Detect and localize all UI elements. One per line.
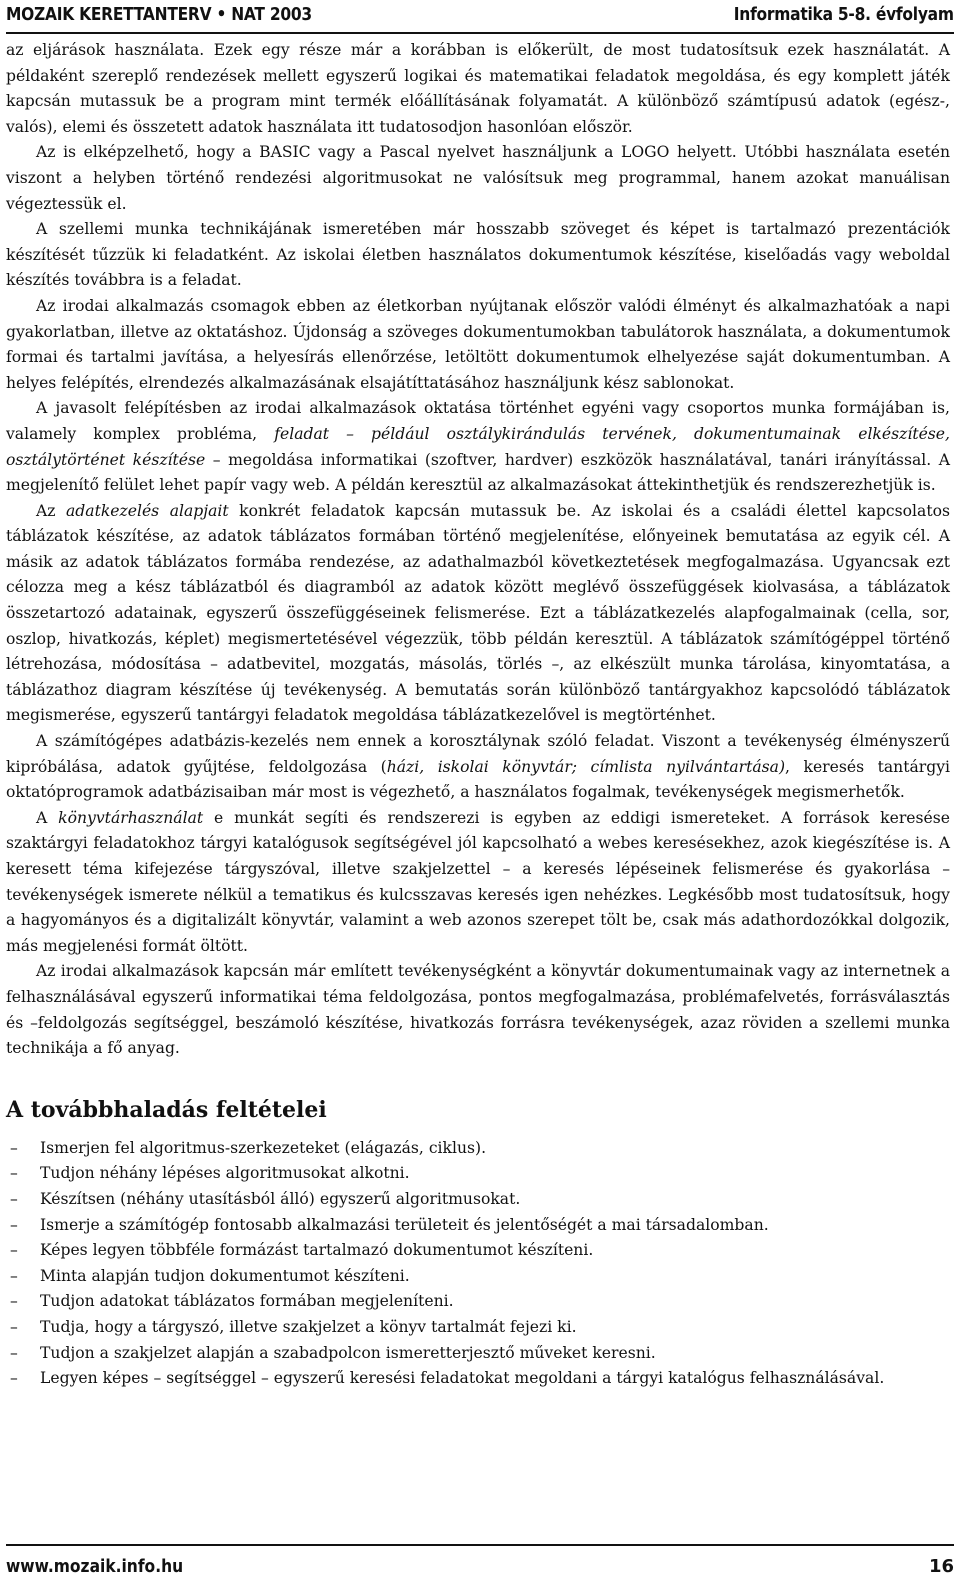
emphasized-text: adatkezelés alapjait [66,501,229,520]
list-item [6,1264,950,1290]
list-item-text: Képes legyen többféle formázást tartalmazó dokumentumot készíteni. [40,1241,594,1260]
page-content [6,38,950,1392]
body-text [6,38,950,1062]
list-item [6,1366,950,1392]
text-run: Az [36,501,66,520]
page-header [6,0,954,34]
list-item-text: Tudjon néhány lépéses algoritmusokat alkotni. [40,1164,410,1183]
dash-bullet: – [10,1215,18,1234]
dash-bullet: – [10,1292,18,1311]
page-number: 16 [928,1556,954,1577]
paragraph [6,959,950,1061]
list-item [6,1136,950,1162]
text-run: A [36,808,59,827]
list-item [6,1341,950,1367]
dash-bullet: – [10,1189,18,1208]
dash-bullet: – [10,1369,18,1388]
paragraph [6,38,950,140]
emphasized-text: könyvtárhasználat [58,808,204,827]
page-footer [6,1544,954,1586]
list-item-text: Tudja, hogy a tárgyszó, illetve szakjelzet a könyv tartalmát fejezi ki. [40,1317,577,1336]
header-subject-title: Informatika 5-8. évfolyam [734,4,954,25]
list-item [6,1289,950,1315]
text-run: az eljárások használata. Ezek egy része már a korábban is előkerült, de most tudatosítsuk ezek használatát. A példaként szereplő rendezések mellett egyszerű logikai és matematikai feladatok megoldása, és egy komplett játék kapcsán mutassuk be a program mint termék előállításának folyamatát. A különböző számtípusú adatok (egész-, valós), elemi és összetett adatok használata itt tudatosodjon hasonlóan először. [6,41,950,136]
list-item-text: Készítsen (néhány utasításból álló) egyszerű algoritmusokat. [40,1189,521,1208]
text-run: konkrét feladatok kapcsán mutassuk be. Az iskolai és a családi élettel kapcsolatos táblázatok készítése, az adatok táblázatos formában történő megjelenítése, előnyeinek bemutatása az egyik cél. A másik az adatok táblázatos formába rendezése, az adathalmazból következtetések megfogalmazása. Ugyancsak ezt célozza meg a kész táblázatból és diagramból az adatok között meglévő összefüggések kiolvasása, a táblázatok összetartozó adatainak, egyszerű összefüggéseinek felismerése. Ezt a táblázatkezelés alapfogalmainak (cella, sor, oszlop, hivatkozás, képlet) megismertetésével végezzük, több példán keresztül. A táblázatok számítógéppel történő létrehozása, módosítása – adatbevitel, mozgatás, másolás, törlés –, az elkészült munka tárolása, kinyomtatása, a táblázathoz diagram készítése új tevékenység. A bemutatás során különböző tantárgyakhoz kapcsolódó táblázatok megismerése, egyszerű tantárgyi feladatok megoldása táblázatkezelővel is megtörténhet. [6,501,951,725]
list-item [6,1187,950,1213]
paragraph [6,396,950,498]
dash-bullet: – [10,1343,18,1362]
paragraph [6,729,950,806]
text-run: e munkát segíti és rendszerezi is egyben az eddigi ismereteket. A források keresése szaktárgyi feladatokhoz tárgyi katalógusok segítségével jól kapcsolható a webes keresésekhez, azok kiegészítése is. A keresett téma kifejezése tárgyszóval, illetve szakjelzettel – a keresés lépéseinek felismerése és gyakorlása – tevékenységek ismerete nélkül a tematikus és kulcsszavas keresés igen nehézkes. Legkésőbb most tudatosítsuk, hogy a hagyományos és a digitalizált könyvtár, valamint a web azonos szerepet tölt be, csak más adathordozókkal dolgozik, más megjelenési formát öltött. [6,808,951,955]
dash-bullet: – [10,1266,18,1285]
list-item-text: Tudjon adatokat táblázatos formában megjeleníteni. [40,1292,454,1311]
requirements-list [6,1136,950,1392]
list-item-text: Ismerje a számítógép fontosabb alkalmazási területeit és jelentőségét a mai társadalomban. [40,1215,769,1234]
paragraph [6,294,950,396]
dash-bullet: – [10,1138,18,1157]
list-item [6,1161,950,1187]
dash-bullet: – [10,1317,18,1336]
list-item [6,1213,950,1239]
paragraph [6,499,950,729]
list-item-text: Tudjon a szakjelzet alapján a szabadpolcon ismeretterjesztő műveket keresni. [40,1343,656,1362]
text-run: A számítógépes adatbázis-kezelés nem ennek a korosztálynak szóló feladat. Viszont a tevékenység élményszerű kipróbálása, adatok gyűjtése, feldolgozása ( [6,732,950,776]
emphasized-text: feladat – például osztálykirándulás tervének, dokumentumainak elkészítése, osztálytörténet készítése [6,424,950,469]
dash-bullet: – [10,1164,18,1183]
dash-bullet: – [10,1241,18,1260]
list-item-text: Legyen képes – segítséggel – egyszerű keresési feladatokat megoldani a tárgyi katalógus felhasználásával. [40,1369,885,1388]
text-run: Az irodai alkalmazások kapcsán már említett tevékenységként a könyvtár dokumentumainak vagy az internetnek a felhasználásával egyszerű informatikai téma feldolgozása, pontos megfogalmazása, problémafelvetés, forrásválasztás és –feldolgozás segítséggel, beszámoló készítése, hivatkozás forrásra tevékenységek, azaz röviden a szellemi munka technikája a fő anyag. [6,962,950,1058]
emphasized-text: házi, iskolai könyvtár; címlista nyilvántartása) [386,757,786,776]
text-run: , keresés tantárgyi oktatóprogramok adatbázisaiban már most is végezhető, a használatos fogalmak, tevékenységek megismerhetők. [6,757,950,802]
paragraph [6,217,950,294]
paragraph [6,806,950,960]
list-item [6,1238,950,1264]
list-item [6,1315,950,1341]
section-heading: A továbbhaladás feltételei [6,1096,327,1123]
text-run: – megoldása informatikai (szoftver, hardver) eszközök használatával, tanári irányítással. A megjelenítő felület lehet papír vagy web. A példán keresztül az alkalmazásokat áttekinthetjük és rendszerezhetjük is. [6,450,950,495]
text-run: Az irodai alkalmazás csomagok ebben az életkorban nyújtanak először valódi élményt és alkalmazhatóak a napi gyakorlatban, illetve az oktatáshoz. Újdonság a szöveges dokumentumokban tabulátorok használata, a dokumentumok formai és tartalmi javítása, a helyesírás ellenőrzése, letöltött dokumentumok elhelyezése saját dokumentumban. A helyes felépítés, elrendezés alkalmazásának elsajátíttatásához használjunk kész sablonokat. [6,296,950,392]
list-item-text: Minta alapján tudjon dokumentumot készíteni. [40,1266,410,1285]
text-run: A szellemi munka technikájának ismeretében már hosszabb szöveget és képet is tartalmazó prezentációk készítését tűzzük ki feladatként. Az iskolai életben használatos dokumentumok készítése, kiselőadás vagy weboldal készítés továbbra is a feladat. [6,220,950,290]
list-item-text: Ismerjen fel algoritmus-szerkezeteket (elágazás, ciklus). [40,1138,487,1157]
footer-website: www.mozaik.info.hu [6,1556,184,1577]
header-series-title: MOZAIK KERETTANTERV • NAT 2003 [6,4,312,25]
paragraph [6,140,950,217]
text-run: A javasolt felépítésben az irodai alkalmazások oktatása történhet egyéni vagy csoportos munka formájában is, valamely komplex probléma, [6,399,950,443]
text-run: Az is elképzelhető, hogy a BASIC vagy a Pascal nyelvet használjunk a LOGO helyett. Utóbbi használata esetén viszont a helyben történő rendezési algoritmusokat ne valósítsuk meg programmal, hanem azokat manuálisan végeztessük el. [6,143,950,213]
